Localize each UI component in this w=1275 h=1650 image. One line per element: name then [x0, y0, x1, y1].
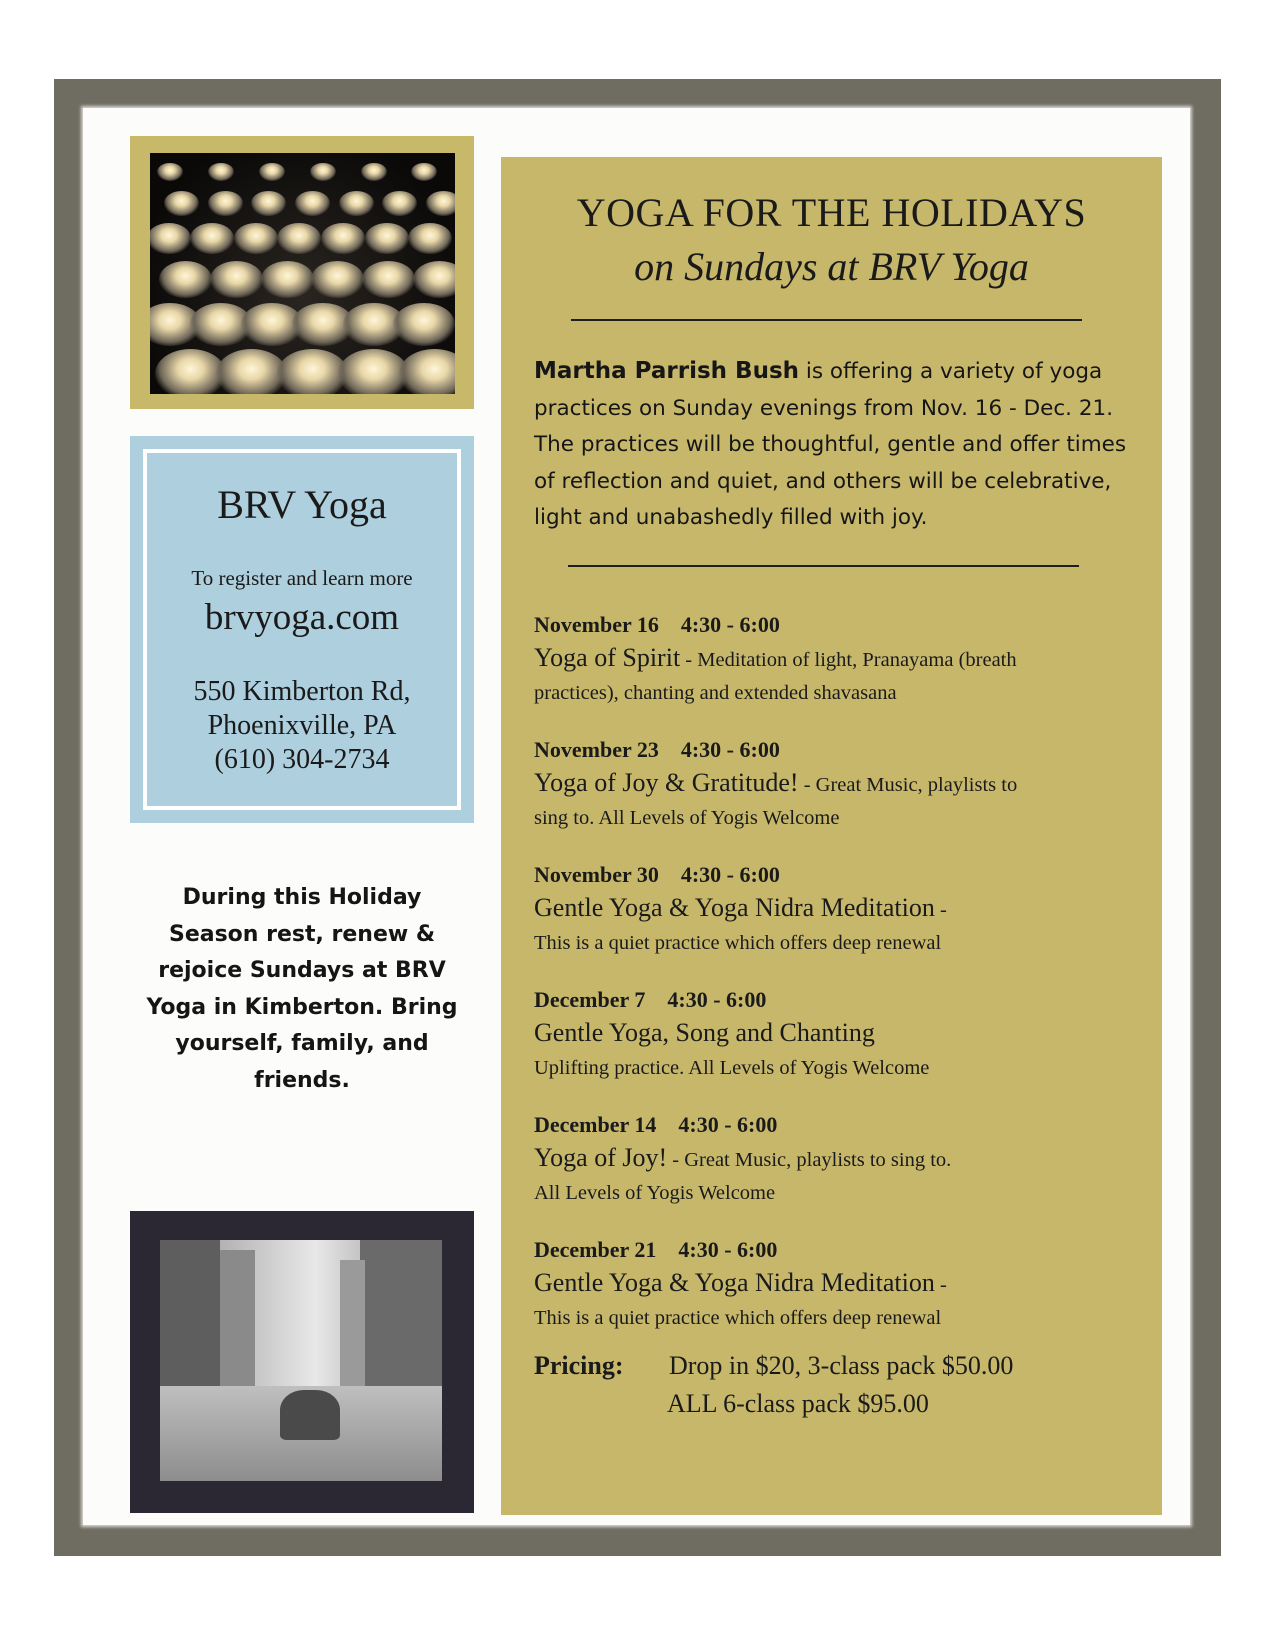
event-desc-2: sing to. All Levels of Yogis Welcome: [534, 807, 840, 829]
candle-glow: [339, 191, 374, 216]
candle-glow: [159, 261, 212, 298]
candles-photo: [150, 153, 455, 394]
address-block: [147, 675, 457, 777]
info-title: BRV Yoga: [217, 482, 387, 527]
candle-glow: [321, 223, 365, 254]
event-time: 4:30 - 6:00: [678, 1112, 778, 1137]
event-date: December 21: [534, 1237, 657, 1262]
event-item: [534, 735, 1144, 860]
event-item: [534, 985, 1144, 1110]
candle-glow: [259, 163, 285, 181]
event-time: 4:30 - 6:00: [667, 987, 767, 1012]
event-item: [534, 1235, 1144, 1360]
candle-glow: [426, 191, 455, 216]
event-item: [534, 1110, 1144, 1235]
page-title: YOGA FOR THE HOLIDAYS: [576, 190, 1087, 235]
pricing-label: Pricing:: [534, 1351, 624, 1380]
event-desc: - Great Music, playlists to: [798, 774, 1018, 796]
candle-glow: [208, 163, 234, 181]
yoga-street-photo: [160, 1240, 442, 1481]
event-desc: -: [934, 1274, 947, 1296]
event-date: November 30: [534, 862, 659, 887]
intro-divider: [568, 565, 1079, 567]
candle-glow: [362, 261, 415, 298]
event-list: [534, 610, 1144, 1360]
event-date: November 16: [534, 612, 659, 637]
candle-glow: [361, 163, 387, 181]
flyer-frame: [54, 79, 1221, 1556]
flyer-paper: [83, 108, 1190, 1525]
event-desc: -: [934, 899, 947, 921]
event-name: Gentle Yoga, Song and Chanting: [534, 1018, 875, 1047]
pricing-block: [534, 1347, 1144, 1423]
event-time: 4:30 - 6:00: [680, 612, 780, 637]
candle-glow: [208, 191, 243, 216]
event-desc-2: Uplifting practice. All Levels of Yogis Welcome: [534, 1057, 930, 1079]
candle-glow: [157, 163, 183, 181]
yoga-figure: [280, 1390, 340, 1440]
candle-glow: [251, 191, 286, 216]
candle-glow: [411, 163, 437, 181]
title-divider: [571, 319, 1082, 321]
register-text: To register and learn more: [191, 566, 413, 590]
address-line-2: Phoenixville, PA: [207, 710, 397, 741]
candles-image-box: [130, 136, 474, 409]
candle-glow: [365, 223, 409, 254]
candle-glow: [393, 303, 455, 346]
event-date: November 23: [534, 737, 659, 762]
event-desc: - Meditation of light, Pranayama (breath: [680, 649, 1017, 671]
pricing-line-2: ALL 6-class pack $95.00: [667, 1389, 929, 1418]
candle-glow: [399, 349, 455, 394]
candle-glow: [277, 223, 321, 254]
candle-glow: [164, 191, 199, 216]
candle-glow: [261, 261, 314, 298]
building-left-2: [220, 1250, 255, 1390]
candle-glow: [190, 223, 234, 254]
intro-text: is offering a variety of yoga practices on Sunday evenings from Nov. 16 - Dec. 21. The practices will be thoughtful, gentle and offer times of reflection and quiet, and others will be celebrative, light and unabashedly filled with joy.: [534, 359, 1127, 530]
candle-glow: [210, 261, 263, 298]
street-image-box: [130, 1211, 474, 1513]
info-box: [130, 436, 474, 823]
phone-number: (610) 304-2734: [214, 744, 390, 775]
candle-glow: [234, 223, 278, 254]
event-name: Gentle Yoga & Yoga Nidra Meditation: [534, 893, 935, 922]
event-name: Gentle Yoga & Yoga Nidra Meditation: [534, 1268, 935, 1297]
candle-glow: [413, 261, 455, 298]
event-name: Yoga of Joy & Gratitude!: [534, 768, 799, 797]
candle-glow: [311, 261, 364, 298]
event-desc-2: practices), chanting and extended shavasana: [534, 682, 897, 704]
event-date: December 7: [534, 987, 646, 1012]
instructor-name: Martha Parrish Bush: [534, 358, 800, 384]
page-subtitle: on Sundays at BRV Yoga: [634, 244, 1029, 289]
schedule-panel: [501, 157, 1162, 1515]
event-name: Yoga of Joy!: [534, 1143, 668, 1172]
address-line-1: 550 Kimberton Rd,: [193, 676, 411, 707]
info-box-border: [143, 449, 461, 810]
event-name: Yoga of Spirit: [534, 643, 681, 672]
intro-paragraph: [534, 353, 1144, 537]
event-time: 4:30 - 6:00: [678, 1237, 778, 1262]
holiday-blurb: During this Holiday Season rest, renew & rejoice Sundays at BRV Yoga in Kimberton. Bring yourself, family, and friends.: [146, 885, 458, 1093]
candle-glow: [382, 191, 417, 216]
building-right-2: [340, 1260, 365, 1390]
candle-glow: [310, 163, 336, 181]
event-item: [534, 860, 1144, 985]
event-desc-2: This is a quiet practice which offers deep renewal: [534, 1307, 942, 1329]
candle-glow: [150, 223, 191, 254]
website-link[interactable]: brvyoga.com: [204, 597, 400, 638]
pricing-line-1: Drop in $20, 3-class pack $50.00: [669, 1351, 1014, 1380]
candle-glow: [408, 223, 452, 254]
event-item: [534, 610, 1144, 735]
event-date: December 14: [534, 1112, 657, 1137]
event-time: 4:30 - 6:00: [680, 737, 780, 762]
event-desc-2: This is a quiet practice which offers deep renewal: [534, 932, 942, 954]
event-desc: - Great Music, playlists to sing to.: [667, 1149, 952, 1171]
event-time: 4:30 - 6:00: [680, 862, 780, 887]
candle-glow: [295, 191, 330, 216]
event-desc-2: All Levels of Yogis Welcome: [534, 1182, 776, 1204]
